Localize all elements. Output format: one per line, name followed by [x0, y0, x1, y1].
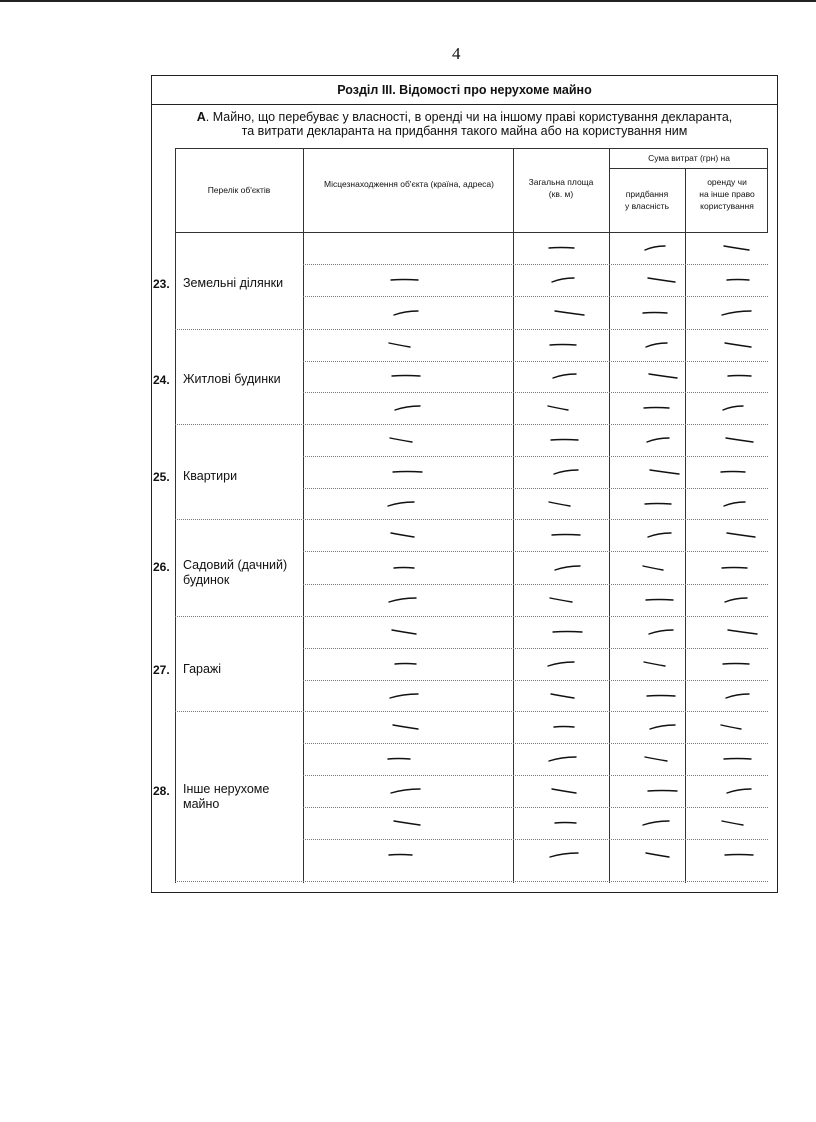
sub-row-line	[303, 488, 768, 489]
other-property-line-2: майно	[183, 797, 220, 811]
row-number-25: 25.	[153, 470, 170, 484]
handwritten-dash	[391, 722, 422, 732]
group-separator	[175, 616, 768, 617]
handwritten-dash	[726, 627, 761, 637]
garden-house-line-1: Садовий (дачний)	[183, 558, 288, 572]
handwritten-dash	[643, 243, 669, 253]
sub-row-line	[303, 648, 768, 649]
sub-row-line	[303, 392, 768, 393]
row-label-garages: Гаражі	[183, 662, 222, 676]
handwritten-dash	[387, 850, 416, 860]
handwritten-dash	[386, 754, 414, 764]
column-divider	[303, 148, 304, 883]
handwritten-dash	[388, 691, 422, 701]
group-separator	[175, 711, 768, 712]
column-header-purchase	[611, 188, 683, 212]
handwritten-dash	[648, 722, 679, 732]
handwritten-dash	[389, 530, 418, 540]
handwritten-dash	[643, 754, 671, 764]
handwritten-dash	[724, 435, 757, 445]
handwritten-dash	[550, 786, 580, 796]
handwritten-dash	[723, 340, 755, 350]
page-number: 4	[452, 44, 461, 63]
handwritten-dash	[391, 467, 426, 477]
handwritten-dash	[552, 467, 582, 477]
rent-header-line-1: оренду чи	[707, 177, 747, 187]
subtitle-text-1: . Майно, що перебуває у власності, в оренді чи на іншому праві користування декларанта,	[205, 110, 733, 124]
row-number-28: 28.	[153, 784, 170, 798]
handwritten-dash	[647, 371, 681, 381]
row-number-23: 23.	[153, 277, 170, 291]
section-title: Розділ ІІІ. Відомості про нерухоме майно	[152, 76, 777, 105]
header-divider	[609, 168, 768, 169]
other-property-line-1: Інше нерухоме	[183, 782, 270, 796]
handwritten-dash	[392, 308, 422, 318]
handwritten-dash	[725, 786, 755, 796]
purchase-header-line-1: придбання	[625, 189, 669, 199]
handwritten-dash	[548, 340, 580, 350]
row-number-24: 24.	[153, 373, 170, 387]
sub-row-line	[303, 551, 768, 552]
subtitle-letter: А	[196, 110, 206, 124]
handwritten-dash	[646, 786, 681, 796]
handwritten-dash	[386, 499, 418, 509]
sub-row-line	[303, 264, 768, 265]
handwritten-dash	[642, 659, 669, 669]
sub-row-line	[303, 680, 768, 681]
sub-row-line	[303, 584, 768, 585]
handwritten-dash	[645, 435, 673, 445]
sub-row-line	[303, 456, 768, 457]
column-header-location: Місцезнаходження об'єкта (країна, адреса)	[324, 179, 494, 189]
handwritten-dash	[645, 691, 679, 701]
handwritten-dash	[724, 691, 753, 701]
column-divider	[609, 148, 610, 883]
subsection-title	[152, 110, 777, 138]
row-number-27: 27.	[153, 663, 170, 677]
handwritten-dash	[388, 435, 416, 445]
handwritten-dash	[721, 659, 753, 669]
table-border-right	[767, 148, 768, 232]
handwritten-dash	[726, 371, 755, 381]
handwritten-dash	[644, 340, 671, 350]
table-border-left	[175, 148, 176, 883]
group-separator	[175, 424, 768, 425]
property-table	[153, 148, 768, 883]
group-separator	[175, 329, 768, 330]
handwritten-dash	[392, 818, 424, 828]
table-border-top	[175, 148, 768, 149]
handwritten-dash	[646, 530, 675, 540]
sub-row-line	[303, 839, 768, 840]
handwritten-dash	[641, 563, 667, 573]
handwritten-dash	[547, 499, 574, 509]
row-number-26: 26.	[153, 560, 170, 574]
handwritten-dash	[719, 722, 745, 732]
handwritten-dash	[643, 499, 675, 509]
header-bottom-line	[175, 232, 768, 233]
table-bottom-line	[175, 881, 768, 882]
garden-house-line-2: будинок	[183, 573, 230, 587]
handwritten-dash	[720, 308, 755, 318]
section-frame	[151, 75, 778, 893]
top-border-line	[0, 0, 816, 2]
handwritten-dash	[648, 467, 683, 477]
column-header-objects: Перелік об'єктів	[207, 185, 271, 195]
handwritten-dash	[546, 403, 572, 413]
subtitle-line-1	[152, 110, 777, 124]
handwritten-dash	[387, 340, 414, 350]
handwritten-dash	[641, 818, 673, 828]
sub-row-line	[303, 296, 768, 297]
column-divider	[513, 148, 514, 883]
handwritten-dash	[550, 275, 578, 285]
handwritten-dash	[550, 530, 584, 540]
handwritten-dash	[548, 595, 576, 605]
handwritten-dash	[549, 691, 578, 701]
row-label-land: Земельні ділянки	[183, 276, 284, 290]
handwritten-dash	[551, 371, 580, 381]
handwritten-dash	[387, 595, 420, 605]
column-header-area	[515, 176, 607, 200]
handwritten-dash	[646, 275, 679, 285]
handwritten-dash	[644, 850, 673, 860]
row-label-garden-house	[183, 558, 287, 588]
column-header-expenses: Сума витрат (грн) на	[648, 153, 730, 163]
handwritten-dash	[647, 627, 677, 637]
handwritten-dash	[722, 754, 755, 764]
handwritten-dash	[644, 595, 677, 605]
sub-row-line	[303, 775, 768, 776]
handwritten-dash	[393, 659, 420, 669]
handwritten-dash	[725, 275, 753, 285]
handwritten-dash	[547, 243, 578, 253]
handwritten-dash	[389, 786, 424, 796]
handwritten-dash	[552, 722, 578, 732]
group-separator	[175, 519, 768, 520]
handwritten-dash	[719, 467, 749, 477]
handwritten-dash	[641, 308, 671, 318]
handwritten-dash	[722, 243, 753, 253]
sub-row-line	[303, 807, 768, 808]
sub-row-line	[303, 743, 768, 744]
handwritten-dash	[553, 563, 584, 573]
handwritten-dash	[720, 818, 747, 828]
area-header-line-2: (кв. м)	[548, 189, 574, 199]
handwritten-dash	[725, 530, 759, 540]
handwritten-dash	[547, 754, 580, 764]
handwritten-dash	[721, 403, 747, 413]
handwritten-dash	[723, 595, 751, 605]
handwritten-dash	[546, 659, 578, 669]
handwritten-dash	[551, 627, 586, 637]
sub-row-line	[303, 361, 768, 362]
row-label-apartments: Квартири	[183, 469, 238, 483]
handwritten-dash	[642, 403, 673, 413]
handwritten-dash	[553, 818, 580, 828]
rent-header-line-3: користування	[700, 201, 754, 211]
handwritten-dash	[553, 308, 588, 318]
handwritten-dash	[548, 850, 582, 860]
handwritten-dash	[722, 499, 749, 509]
area-header-line-1: Загальна площа	[528, 177, 594, 187]
handwritten-dash	[390, 627, 420, 637]
subtitle-line-2: та витрати декларанта на придбання такого майна або на користування ним	[241, 124, 688, 138]
row-label-houses: Житлові будинки	[183, 372, 281, 386]
handwritten-dash	[392, 563, 418, 573]
purchase-header-line-2: у власність	[624, 201, 670, 211]
handwritten-dash	[723, 850, 757, 860]
handwritten-dash	[720, 563, 751, 573]
rent-header-line-2: на інше право	[699, 189, 755, 199]
column-header-rent	[687, 176, 767, 212]
handwritten-dash	[389, 275, 422, 285]
handwritten-dash	[390, 371, 424, 381]
row-label-other-property	[183, 782, 269, 812]
handwritten-dash	[393, 403, 424, 413]
handwritten-dash	[549, 435, 582, 445]
